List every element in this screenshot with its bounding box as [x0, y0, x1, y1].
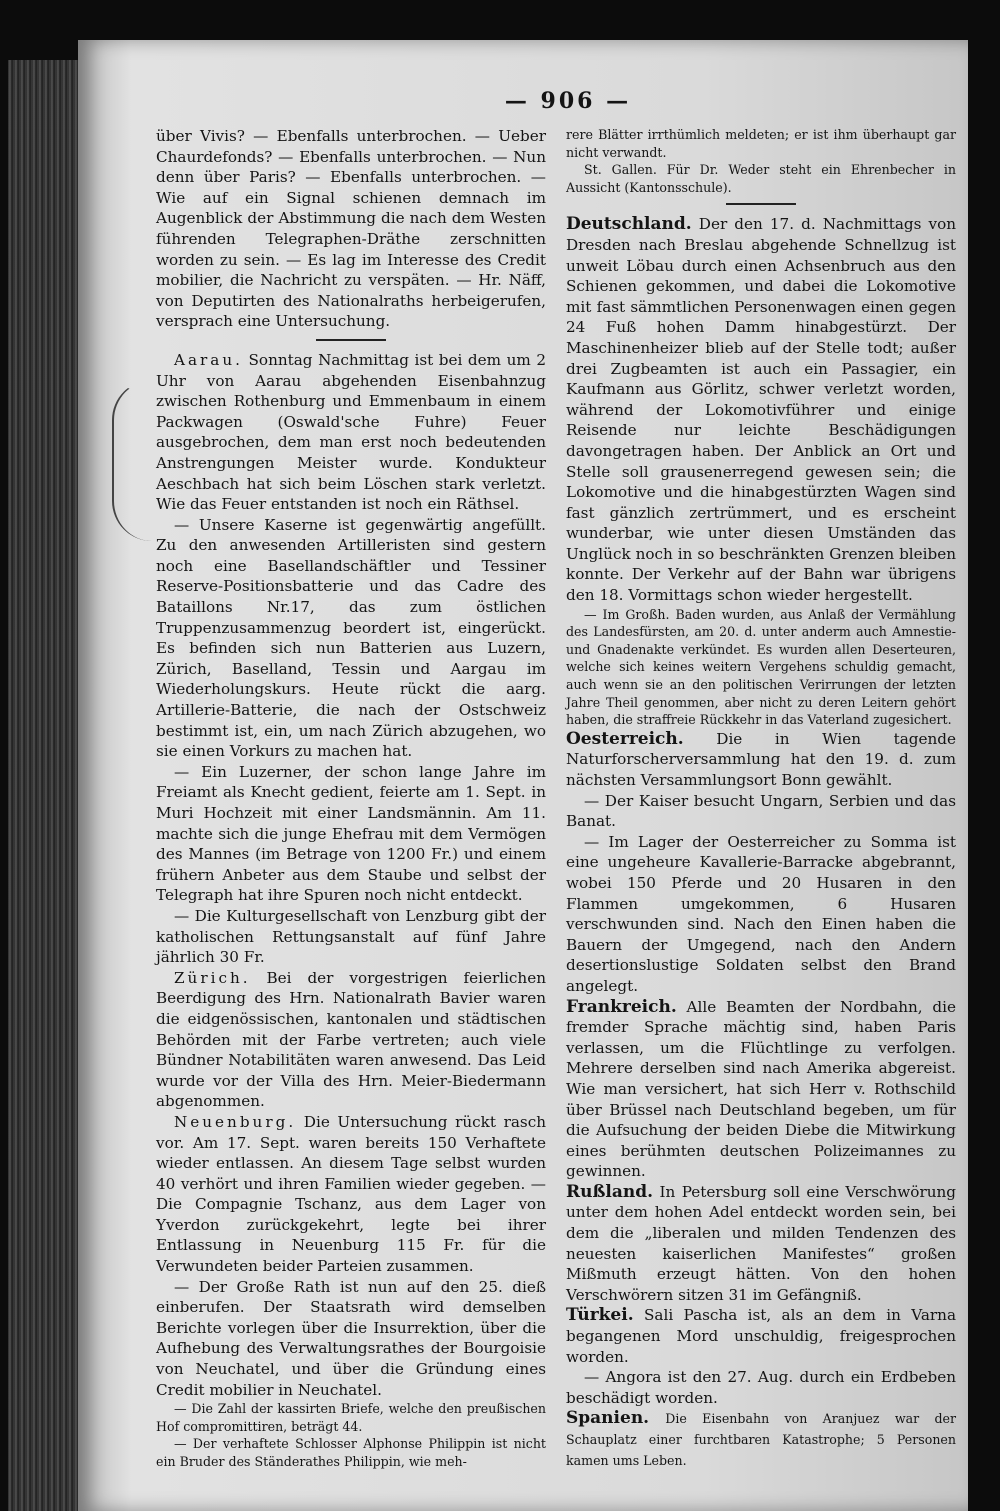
article-neuenburg [156, 1112, 546, 1277]
article-text: Alle Beamten der Nordbahn, die fremder Sprache mächtig sind, haben Paris verlassen, um die Flüchtlinge zu verfolgen. Mehrere derselben sind nach Amerika abgereist. Wie man versichert, hat sich Herr v. Rothschild über Brüssel nach Deutschland begeben, um für die Aufsuchung der beiden Diebe die Mitwirkung eines berühmten deutschen Polizeimannes zu gewinnen. [566, 997, 956, 1181]
section-heading: Frankreich. [566, 996, 677, 1017]
article-oesterreich [566, 729, 956, 791]
article-paragraph: über Vivis? — Ebenfalls unterbrochen. — Ueber Chaurdefonds? — Ebenfalls unterbrochen. — Nun denn über Paris? — Ebenfalls unterbrochen. — Wie auf ein Signal schienen demnach im Augenblick der Abstimmung die nach dem Westen führenden Telegraphen-Dräthe zerschnitten worden zu sein. — Es lag im Interesse des Credit mobilier, die Nachricht zu verspäten. — Hr. Näff, von Deputirten des Nationalraths herbeigerufen, versprach eine Untersuchung. [156, 127, 546, 331]
article-paragraph: — Im Lager der Oesterreicher zu Somma ist eine ungeheure Kavallerie-Barracke abgebrannt, wobei 150 Pferde und 20 Husaren in den Flammen umgekommen, 6 Husaren verschwunden sind. Nach den Einen haben die Bauern der Umgegend, nach den Andern desertionslustige Soldaten selbst den Brand angelegt. [566, 832, 956, 995]
article-tuerkei [566, 1305, 956, 1367]
article-aarau [156, 350, 546, 515]
article-paragraph: — Die Zahl der kassirten Briefe, welche den preußischen Hof compromittiren, beträgt 44. [156, 1401, 546, 1434]
section-heading: Spanien. [566, 1408, 650, 1429]
section-heading: Oesterreich. [566, 728, 684, 749]
section-heading: Rußland. [566, 1181, 654, 1202]
article-text: Bei der vorgestrigen feierlichen Beerdigung des Hrn. Nationalrath Bavier waren die eidgenössischen, kantonalen und städtischen Behörden mit der Farbe vertreten; auch viele Bündner Notabilitäten waren anwesend. Das Leid wurde vor der Villa des Hrn. Meier-Biedermann abgenommen. [156, 968, 546, 1111]
page-number: — 906 — [504, 88, 632, 114]
article-text: Die in Wien tagende Naturforscherversammlung hat den 19. d. zum nächsten Versammlungsort Bonn gewählt. [566, 729, 956, 789]
article-deutschland [566, 214, 956, 605]
article-paragraph: rere Blätter irrthümlich meldeten; er ist ihm überhaupt gar nicht verwandt. [566, 127, 956, 160]
article-text: Die Untersuchung rückt rasch vor. Am 17. Sept. waren bereits 150 Verhaftete wieder entlassen. An diesem Tage selbst wurden 40 verhört und ihren Familien wieder gegeben. — Die Compagnie Tschanz, aus dem Lager von Yverdon zurückgekehrt, legte bei ihrer Entlassung in Neuenburg 115 Fr. für die Verwundeten beider Parteien zusammen. [156, 1112, 546, 1276]
article-paragraph: — Unsere Kaserne ist gegenwärtig angefüllt. Zu den anwesenden Artilleristen sind gestern noch eine Basellandschäftler und Tessiner Reserve-Positionsbatterie und das Cadre des Bataillons Nr.17, das zum östlichen Truppenzusammenzug beordert ist, eingerückt. Es befinden sich nun Batterien aus Luzern, Zürich, Baselland, Tessin und Aargau im Wiederholungskurs. Heute rückt die aarg. Artillerie-Batterie, die nach der Ostschweiz bestimmt ist, ein, um nach Zürich abzugehen, wo sie einen Vorkurs zu machen hat. [156, 515, 546, 761]
article-spanien [566, 1408, 956, 1470]
article-text: Sali Pascha ist, als an dem in Varna begangenen Mord unschuldig, freigesprochen worden. [566, 1306, 956, 1366]
article-text: Sonntag Nachmittag ist bei dem um 2 Uhr von Aarau abgehenden Eisenbahnzug zwischen Rothenburg und Emmenbaum in einem Packwagen (Oswald'sche Fuhre) Feuer ausgebrochen, dem man erst noch bedeutenden Anstrengungen Meister wurde. Kondukteur Aeschbach hat sich beim Löschen stark verletzt. Wie das Feuer entstanden ist noch ein Räthsel. [156, 350, 547, 514]
dateline: Zürich. [174, 968, 251, 987]
article-paragraph: — Der Kaiser besucht Ungarn, Serbien und das Banat. [566, 791, 956, 831]
article-frankreich [566, 997, 956, 1182]
newspaper-page [78, 40, 968, 1511]
article-paragraph: — Die Kulturgesellschaft von Lenzburg gibt der katholischen Rettungsanstalt auf fünf Jahre jährlich 30 Fr. [156, 906, 546, 967]
article-paragraph: — Der Große Rath ist nun auf den 25. dieß einberufen. Der Staatsrath wird demselben Berichte vorlegen über die Insurrektion, über die Aufhebung des Verwaltungsrathes der Bourgoisie von Neuchatel, und über die Gründung eines Credit mobilier in Neuchatel. [156, 1277, 546, 1399]
article-russland [566, 1182, 956, 1306]
dateline: Neuenburg. [174, 1112, 297, 1131]
article-paragraph: — Ein Luzerner, der schon lange Jahre im Freiamt als Knecht gedient, feierte am 1. Sept. in Muri Hochzeit mit einer Landsmännin. Am 11. machte sich die junge Ehefrau mit dem Vermögen des Mannes (im Betrage von 1200 Fr.) und einem frühern Anbeter aus dem Staube und selbst der Telegraph hat ihre Spuren noch nicht entdeckt. [156, 762, 546, 905]
article-text: Der den 17. d. Nachmittags von Dresden nach Breslau abgehende Schnellzug ist unweit Löbau durch einen Achsenbruch aus den Schienen gekommen, und dabei die Lokomotive mit fast sämmtlichen Personenwagen einen gegen 24 Fuß hohen Damm hinabgestürzt. Der Maschinenheizer blieb auf der Stelle todt; außer drei Zugbeamten ist auch ein Passagier, ein Kaufmann aus Görlitz, schwer verletzt worden, während der Lokomotivführer und einige Reisende nur leichte Beschädigungen davongetragen haben. Der Anblick an Ort und Stelle soll grausenerregend gewesen sein; die Lokomotive und die hinabgestürzten Wagen sind fast gänzlich zertrümmert, und es erscheint wunderbar, wie unter diesen Umständen das Unglück noch in so beschränkten Grenzen bleiben konnte. Der Verkehr auf der Bahn war übrigens den 18. Vormittags schon wieder hergestellt. [566, 215, 957, 605]
book-page-edges [8, 60, 78, 1511]
article-zuerich [156, 968, 546, 1112]
article-paragraph: St. Gallen. Für Dr. Weder steht ein Ehrenbecher in Aussicht (Kantonsschule). [566, 162, 956, 195]
article-paragraph: — Der verhaftete Schlosser Alphonse Philippin ist nicht ein Bruder des Ständerathes Philippin, wie meh- [156, 1436, 546, 1469]
section-heading: Deutschland. [566, 214, 692, 235]
left-column [156, 126, 546, 1471]
separator-rule [726, 203, 796, 205]
right-column [566, 126, 956, 1470]
article-paragraph: — Angora ist den 27. Aug. durch ein Erdbeben beschädigt worden. [566, 1368, 956, 1407]
section-heading: Türkei. [566, 1305, 634, 1326]
article-text: In Petersburg soll eine Verschwörung unter dem hohen Adel entdeckt worden sein, bei dem die „liberalen und milden Tendenzen des neuesten kaiserlichen Manifestes“ großen Mißmuth erzeugt hätten. Von den hohen Verschwörern sitzen 31 im Gefängniß. [566, 1182, 957, 1304]
dateline: Aarau. [174, 350, 243, 369]
article-text: Die Eisenbahn von Aranjuez war der Schauplatz einer furchtbaren Katastrophe; 5 Personen kamen ums Leben. [566, 1411, 956, 1468]
pencil-margin-mark [112, 380, 154, 541]
article-paragraph: — Im Großh. Baden wurden, aus Anlaß der Vermählung des Landesfürsten, am 20. d. unter anderm auch Amnestie- und Gnadenakte verkündet. Es wurden allen Deserteuren, welche sich keines weitern Vergehens schuldig gemacht, auch wenn sie an den politischen Verirrungen der letzten Jahre Theil genommen, aber nicht zu deren Leitern gehört haben, die straffreie Rückkehr in das Vaterland zugesichert. [566, 606, 956, 728]
separator-rule [316, 339, 386, 341]
